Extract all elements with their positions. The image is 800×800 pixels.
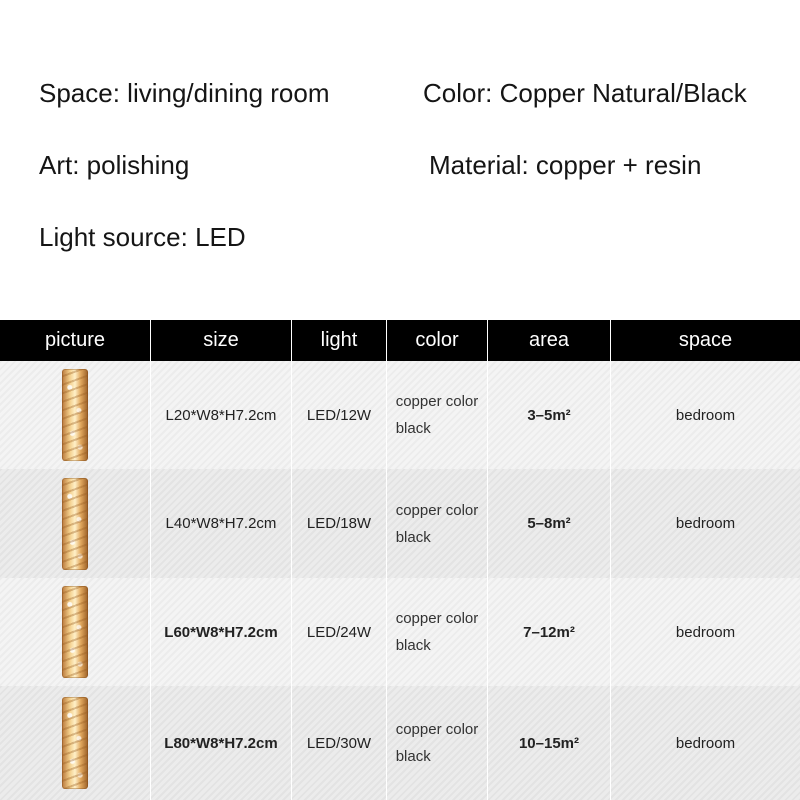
area-cell: 3–5m² — [487, 361, 610, 469]
header-area: area — [487, 320, 610, 361]
spec-light-source: Light source: LED — [39, 222, 246, 252]
spec-art: Art: polishing — [39, 150, 190, 180]
color-cell — [386, 361, 487, 469]
color-option-copper: copper color — [395, 721, 479, 738]
spec-color: Color: Copper Natural/Black — [423, 78, 747, 108]
color-option-black: black — [395, 420, 431, 437]
size-cell: L60*W8*H7.2cm — [150, 578, 291, 686]
picture-cell — [0, 686, 150, 800]
color-cell — [386, 686, 487, 800]
light-cell: LED/12W — [291, 361, 386, 469]
size-cell: L20*W8*H7.2cm — [150, 361, 291, 469]
lamp-image — [62, 586, 88, 678]
spec-material: Material: copper + resin — [429, 150, 702, 180]
header-light: light — [291, 320, 386, 361]
size-cell: L80*W8*H7.2cm — [150, 686, 291, 800]
light-cell: LED/30W — [291, 686, 386, 800]
space-cell: bedroom — [610, 361, 800, 469]
area-cell: 10–15m² — [487, 686, 610, 800]
color-option-copper: copper color — [395, 501, 479, 519]
spec-space: Space: living/dining room — [39, 78, 330, 108]
color-option-black: black — [395, 637, 431, 654]
space-cell: bedroom — [610, 469, 800, 578]
picture-cell — [0, 361, 150, 469]
lamp-image — [62, 478, 88, 570]
table-row — [0, 578, 800, 686]
table-row — [0, 469, 800, 578]
color-option-black: black — [395, 748, 431, 765]
header-space: space — [610, 320, 800, 361]
picture-cell — [0, 578, 150, 686]
color-cell — [386, 469, 487, 578]
header-color: color — [386, 320, 487, 361]
color-option-copper: copper color — [395, 610, 479, 627]
header-picture: picture — [44, 329, 106, 351]
color-option-black: black — [395, 528, 431, 546]
space-cell: bedroom — [610, 686, 800, 800]
picture-cell — [0, 469, 150, 578]
lamp-image — [62, 369, 88, 461]
light-cell: LED/18W — [291, 469, 386, 578]
color-option-copper: copper color — [395, 393, 479, 410]
light-cell: LED/24W — [291, 578, 386, 686]
table-header — [0, 320, 800, 361]
table-row — [0, 361, 800, 469]
lamp-image — [62, 697, 88, 789]
area-cell: 5–8m² — [487, 469, 610, 578]
area-cell: 7–12m² — [487, 578, 610, 686]
header-size: size — [150, 320, 291, 361]
size-cell: L40*W8*H7.2cm — [150, 469, 291, 578]
space-cell: bedroom — [610, 578, 800, 686]
table-row — [0, 686, 800, 800]
color-cell — [386, 578, 487, 686]
spec-table — [0, 320, 800, 800]
